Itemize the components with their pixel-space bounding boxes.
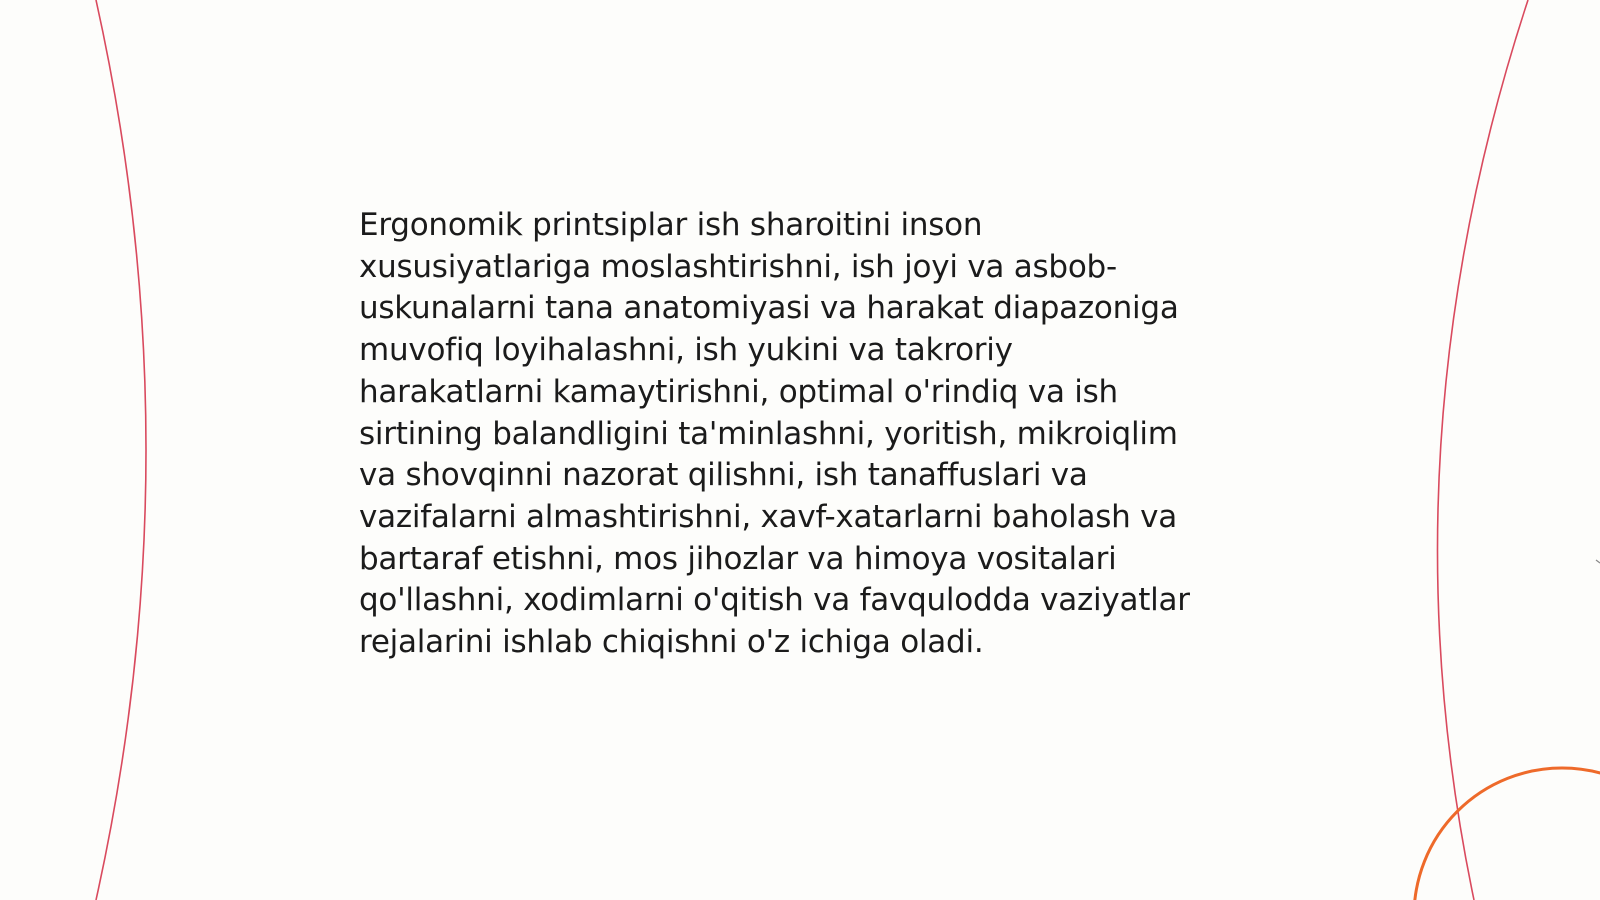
paragraph-line: rejalarini ishlab chiqishni o'z ichiga oladi. (359, 624, 984, 661)
small-tick-decoration (1596, 560, 1600, 563)
paragraph-line: harakatlarni kamaytirishni, optimal o'rindiq va ish (359, 373, 1118, 410)
paragraph-line: sirtining balandligini ta'minlashni, yoritish, mikroiqlim (359, 415, 1178, 452)
body-paragraph (359, 205, 1259, 664)
paragraph-line: Ergonomik printsiplar ish sharoitini inson (359, 207, 983, 243)
paragraph-line: bartaraf etishni, mos jihozlar va himoya vositalari (359, 540, 1117, 577)
orange-circle-decoration (1414, 768, 1600, 900)
paragraph-line: xususiyatlariga moslashtirishni, ish joyi va asbob- (359, 248, 1117, 285)
paragraph-line: qo'llashni, xodimlarni o'qitish va favqulodda vaziyatlar (359, 582, 1190, 619)
paragraph-line: muvofiq loyihalashni, ish yukini va takroriy (359, 332, 1013, 369)
right-curve-decoration (1437, 0, 1528, 900)
paragraph-line: va shovqinni nazorat qilishni, ish tanaffuslari va (359, 457, 1088, 494)
paragraph-line: vazifalarni almashtirishni, xavf-xatarlarni baholash va (359, 498, 1177, 535)
paragraph-line: uskunalarni tana anatomiyasi va harakat diapazoniga (359, 290, 1179, 327)
left-curve-decoration (96, 0, 146, 900)
